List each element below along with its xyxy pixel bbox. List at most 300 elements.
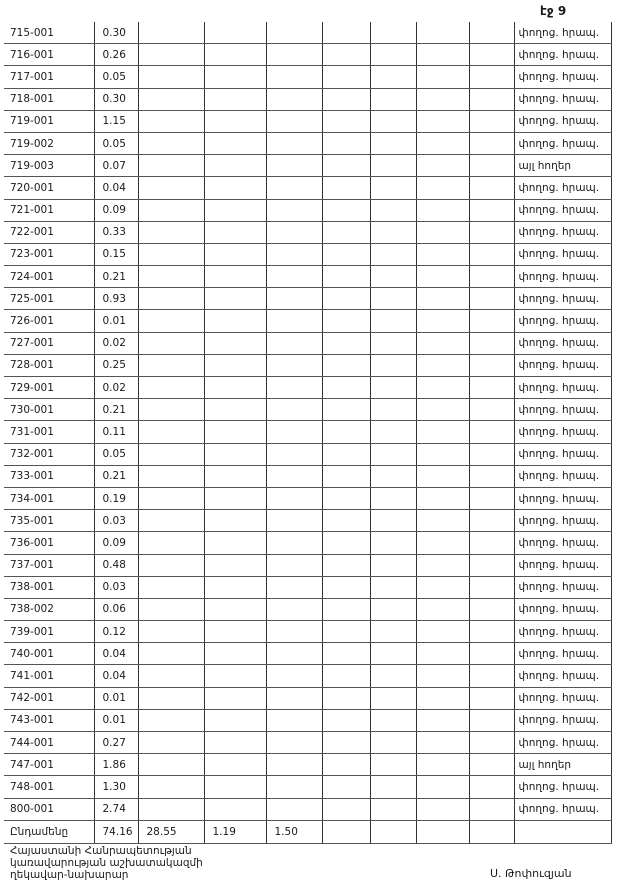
empty-cell bbox=[370, 598, 416, 620]
land-purpose: փողոց. հրապ. bbox=[514, 776, 611, 798]
empty-cell bbox=[204, 465, 266, 487]
table-row bbox=[4, 88, 611, 110]
empty-cell bbox=[322, 199, 370, 221]
empty-cell bbox=[416, 532, 469, 554]
signatory-line-2: կառավարության աշխատակազմի bbox=[10, 857, 203, 869]
empty-cell bbox=[469, 487, 514, 509]
empty-cell bbox=[370, 288, 416, 310]
empty-cell bbox=[266, 155, 322, 177]
empty-cell bbox=[370, 487, 416, 509]
empty-cell bbox=[322, 665, 370, 687]
empty-cell bbox=[469, 621, 514, 643]
land-purpose: փողոց. հրապ. bbox=[514, 199, 611, 221]
empty-cell bbox=[138, 554, 204, 576]
empty-cell bbox=[266, 377, 322, 399]
empty-cell bbox=[416, 576, 469, 598]
table-row bbox=[4, 132, 611, 154]
parcel-code: 738-001 bbox=[4, 576, 94, 598]
empty-cell bbox=[266, 177, 322, 199]
empty-cell bbox=[266, 266, 322, 288]
empty-cell bbox=[416, 554, 469, 576]
empty-cell bbox=[138, 510, 204, 532]
parcel-code: 737-001 bbox=[4, 554, 94, 576]
table-row bbox=[4, 243, 611, 265]
empty-cell bbox=[204, 554, 266, 576]
table-row bbox=[4, 199, 611, 221]
parcel-area: 0.21 bbox=[94, 465, 138, 487]
empty-cell bbox=[469, 465, 514, 487]
land-purpose: փողոց. հրապ. bbox=[514, 576, 611, 598]
empty-cell bbox=[469, 199, 514, 221]
empty-cell bbox=[469, 754, 514, 776]
table-row bbox=[4, 443, 611, 465]
table-row bbox=[4, 643, 611, 665]
table-row bbox=[4, 798, 611, 820]
empty-cell bbox=[322, 110, 370, 132]
empty-cell bbox=[138, 288, 204, 310]
empty-cell bbox=[469, 88, 514, 110]
empty-cell bbox=[370, 532, 416, 554]
parcel-area: 0.30 bbox=[94, 88, 138, 110]
land-purpose: փողոց. հրապ. bbox=[514, 177, 611, 199]
parcel-code: 736-001 bbox=[4, 532, 94, 554]
table-row bbox=[4, 487, 611, 509]
land-parcels-table bbox=[4, 22, 612, 844]
empty-cell bbox=[416, 66, 469, 88]
land-purpose: փողոց. հրապ. bbox=[514, 554, 611, 576]
empty-cell bbox=[469, 288, 514, 310]
empty-cell bbox=[322, 510, 370, 532]
empty-cell bbox=[138, 221, 204, 243]
land-purpose: փողոց. հրապ. bbox=[514, 732, 611, 754]
table-row bbox=[4, 332, 611, 354]
empty-cell bbox=[322, 732, 370, 754]
parcel-area: 0.02 bbox=[94, 377, 138, 399]
parcel-code: 721-001 bbox=[4, 199, 94, 221]
empty-cell bbox=[138, 399, 204, 421]
parcel-area: 0.05 bbox=[94, 132, 138, 154]
empty-cell bbox=[266, 288, 322, 310]
empty-cell bbox=[266, 621, 322, 643]
table-row bbox=[4, 221, 611, 243]
empty-cell bbox=[370, 310, 416, 332]
empty-cell bbox=[370, 399, 416, 421]
parcel-code: 732-001 bbox=[4, 443, 94, 465]
parcel-code: 735-001 bbox=[4, 510, 94, 532]
empty-cell bbox=[370, 132, 416, 154]
empty-cell bbox=[322, 243, 370, 265]
parcel-area: 0.33 bbox=[94, 221, 138, 243]
parcel-area: 0.21 bbox=[94, 266, 138, 288]
empty-cell bbox=[322, 532, 370, 554]
page-number: էջ 9 bbox=[540, 4, 567, 18]
land-purpose: փողոց. հրապ. bbox=[514, 288, 611, 310]
parcel-code: 719-002 bbox=[4, 132, 94, 154]
parcel-code: 722-001 bbox=[4, 221, 94, 243]
empty-cell bbox=[204, 621, 266, 643]
empty-cell bbox=[370, 576, 416, 598]
parcel-code: 748-001 bbox=[4, 776, 94, 798]
empty-cell bbox=[138, 332, 204, 354]
empty-cell bbox=[266, 576, 322, 598]
empty-cell bbox=[322, 576, 370, 598]
parcel-code: 744-001 bbox=[4, 732, 94, 754]
empty-cell bbox=[204, 576, 266, 598]
empty-cell bbox=[416, 443, 469, 465]
parcel-area: 0.27 bbox=[94, 732, 138, 754]
empty-cell bbox=[204, 288, 266, 310]
empty-cell bbox=[322, 22, 370, 44]
land-purpose: փողոց. հրապ. bbox=[514, 443, 611, 465]
table-row bbox=[4, 421, 611, 443]
empty-cell bbox=[370, 754, 416, 776]
empty-cell bbox=[469, 399, 514, 421]
parcel-code: 716-001 bbox=[4, 44, 94, 66]
parcel-area: 0.15 bbox=[94, 243, 138, 265]
empty-cell bbox=[266, 532, 322, 554]
empty-cell bbox=[416, 288, 469, 310]
empty-cell bbox=[266, 465, 322, 487]
empty-cell bbox=[322, 132, 370, 154]
parcel-area: 0.09 bbox=[94, 532, 138, 554]
empty-cell bbox=[204, 22, 266, 44]
land-purpose: փողոց. հրապ. bbox=[514, 643, 611, 665]
empty-cell bbox=[266, 88, 322, 110]
parcel-area: 0.04 bbox=[94, 177, 138, 199]
empty-cell bbox=[138, 44, 204, 66]
empty-cell bbox=[266, 199, 322, 221]
empty-cell bbox=[469, 798, 514, 820]
empty-cell bbox=[469, 266, 514, 288]
empty-cell bbox=[370, 44, 416, 66]
land-purpose: փողոց. հրապ. bbox=[514, 709, 611, 731]
empty-cell bbox=[266, 487, 322, 509]
empty-cell bbox=[266, 421, 322, 443]
parcel-area: 0.07 bbox=[94, 155, 138, 177]
parcel-area: 1.30 bbox=[94, 776, 138, 798]
empty-cell bbox=[416, 487, 469, 509]
empty-cell bbox=[266, 110, 322, 132]
empty-cell bbox=[138, 243, 204, 265]
empty-cell bbox=[138, 132, 204, 154]
land-purpose: փողոց. հրապ. bbox=[514, 687, 611, 709]
empty-cell bbox=[322, 332, 370, 354]
empty-cell bbox=[370, 155, 416, 177]
table-row bbox=[4, 465, 611, 487]
land-purpose: փողոց. հրապ. bbox=[514, 354, 611, 376]
empty-cell bbox=[416, 88, 469, 110]
empty-cell bbox=[370, 665, 416, 687]
empty-cell bbox=[469, 177, 514, 199]
empty-cell bbox=[138, 487, 204, 509]
empty-cell bbox=[204, 665, 266, 687]
empty-cell bbox=[416, 221, 469, 243]
parcel-area: 0.48 bbox=[94, 554, 138, 576]
land-purpose: փողոց. հրապ. bbox=[514, 487, 611, 509]
empty-cell bbox=[204, 243, 266, 265]
parcel-area: 0.93 bbox=[94, 288, 138, 310]
empty-cell bbox=[469, 44, 514, 66]
table-row bbox=[4, 155, 611, 177]
empty-cell bbox=[370, 643, 416, 665]
empty-cell bbox=[266, 132, 322, 154]
empty-cell bbox=[204, 266, 266, 288]
empty-cell bbox=[416, 377, 469, 399]
empty-cell bbox=[416, 22, 469, 44]
empty-cell bbox=[138, 465, 204, 487]
parcel-code: 743-001 bbox=[4, 709, 94, 731]
land-purpose: փողոց. հրապ. bbox=[514, 110, 611, 132]
empty-cell bbox=[370, 443, 416, 465]
empty-cell bbox=[370, 465, 416, 487]
parcel-area: 0.03 bbox=[94, 510, 138, 532]
empty-cell bbox=[469, 310, 514, 332]
empty-cell bbox=[416, 243, 469, 265]
total-col4: 1.19 bbox=[204, 820, 266, 843]
empty-cell bbox=[138, 310, 204, 332]
empty-cell bbox=[322, 598, 370, 620]
table-row bbox=[4, 709, 611, 731]
empty-cell bbox=[416, 709, 469, 731]
table-row bbox=[4, 310, 611, 332]
empty-cell bbox=[266, 554, 322, 576]
parcel-code: 733-001 bbox=[4, 465, 94, 487]
table-row bbox=[4, 110, 611, 132]
empty-cell bbox=[469, 687, 514, 709]
total-area: 74.16 bbox=[94, 820, 138, 843]
empty-cell bbox=[370, 377, 416, 399]
empty-cell bbox=[469, 421, 514, 443]
signatory-line-1: Հայաստանի Հանրապետության bbox=[10, 845, 192, 857]
land-purpose: փողոց. հրապ. bbox=[514, 66, 611, 88]
empty-cell bbox=[416, 155, 469, 177]
empty-cell bbox=[322, 554, 370, 576]
parcel-area: 0.30 bbox=[94, 22, 138, 44]
empty-cell bbox=[322, 266, 370, 288]
empty-cell bbox=[138, 687, 204, 709]
empty-cell bbox=[266, 732, 322, 754]
empty-cell bbox=[322, 754, 370, 776]
parcel-code: 718-001 bbox=[4, 88, 94, 110]
land-purpose: փողոց. հրապ. bbox=[514, 132, 611, 154]
empty-cell bbox=[322, 487, 370, 509]
empty-cell bbox=[322, 798, 370, 820]
empty-cell bbox=[469, 22, 514, 44]
empty-cell bbox=[322, 465, 370, 487]
land-purpose: փողոց. հրապ. bbox=[514, 665, 611, 687]
empty-cell bbox=[322, 776, 370, 798]
empty-cell bbox=[266, 243, 322, 265]
empty-cell bbox=[204, 66, 266, 88]
parcel-code: 730-001 bbox=[4, 399, 94, 421]
empty-cell bbox=[138, 199, 204, 221]
land-purpose: փողոց. հրապ. bbox=[514, 621, 611, 643]
empty-cell bbox=[138, 776, 204, 798]
empty-cell bbox=[266, 399, 322, 421]
empty-cell bbox=[469, 732, 514, 754]
empty-cell bbox=[370, 199, 416, 221]
table-row bbox=[4, 554, 611, 576]
parcel-code: 719-001 bbox=[4, 110, 94, 132]
empty-cell bbox=[416, 776, 469, 798]
empty-cell bbox=[266, 598, 322, 620]
empty-cell bbox=[370, 621, 416, 643]
land-purpose: փողոց. հրապ. bbox=[514, 465, 611, 487]
parcel-area: 0.05 bbox=[94, 443, 138, 465]
land-purpose: փողոց. հրապ. bbox=[514, 332, 611, 354]
empty-cell bbox=[138, 665, 204, 687]
parcel-code: 715-001 bbox=[4, 22, 94, 44]
table-row bbox=[4, 776, 611, 798]
empty-cell bbox=[416, 310, 469, 332]
land-purpose: փողոց. հրապ. bbox=[514, 243, 611, 265]
empty-cell bbox=[322, 221, 370, 243]
empty-cell bbox=[416, 510, 469, 532]
empty-cell bbox=[469, 709, 514, 731]
parcel-area: 0.21 bbox=[94, 399, 138, 421]
empty-cell bbox=[370, 22, 416, 44]
empty-cell bbox=[266, 643, 322, 665]
land-purpose: փողոց. հրապ. bbox=[514, 266, 611, 288]
table-row bbox=[4, 44, 611, 66]
empty-cell bbox=[370, 421, 416, 443]
table-row bbox=[4, 598, 611, 620]
table-row bbox=[4, 22, 611, 44]
empty-cell bbox=[138, 22, 204, 44]
empty-cell bbox=[266, 510, 322, 532]
land-purpose: փողոց. հրապ. bbox=[514, 44, 611, 66]
empty-cell bbox=[370, 687, 416, 709]
empty-cell bbox=[138, 621, 204, 643]
empty-cell bbox=[469, 598, 514, 620]
empty-cell bbox=[416, 177, 469, 199]
empty-cell bbox=[322, 66, 370, 88]
land-purpose: փողոց. հրապ. bbox=[514, 532, 611, 554]
parcel-area: 0.01 bbox=[94, 687, 138, 709]
empty-cell bbox=[138, 754, 204, 776]
empty-cell bbox=[204, 643, 266, 665]
empty-cell bbox=[266, 665, 322, 687]
parcel-code: 717-001 bbox=[4, 66, 94, 88]
parcel-area: 0.09 bbox=[94, 199, 138, 221]
empty-cell bbox=[370, 177, 416, 199]
parcel-area: 0.03 bbox=[94, 576, 138, 598]
empty-cell bbox=[204, 88, 266, 110]
land-purpose: փողոց. հրապ. bbox=[514, 22, 611, 44]
empty-cell bbox=[266, 66, 322, 88]
empty-cell bbox=[416, 421, 469, 443]
table-row bbox=[4, 377, 611, 399]
empty-cell bbox=[266, 310, 322, 332]
empty-cell bbox=[370, 110, 416, 132]
empty-cell bbox=[416, 110, 469, 132]
signatory-title bbox=[10, 845, 203, 881]
empty-cell bbox=[370, 243, 416, 265]
empty-cell bbox=[469, 155, 514, 177]
empty-cell bbox=[204, 199, 266, 221]
empty-cell bbox=[416, 754, 469, 776]
parcel-area: 1.86 bbox=[94, 754, 138, 776]
empty-cell bbox=[138, 443, 204, 465]
empty-cell bbox=[204, 310, 266, 332]
parcel-code: 719-003 bbox=[4, 155, 94, 177]
empty-cell bbox=[370, 332, 416, 354]
empty-cell bbox=[266, 354, 322, 376]
parcel-code: 740-001 bbox=[4, 643, 94, 665]
parcel-area: 1.15 bbox=[94, 110, 138, 132]
parcel-area: 0.02 bbox=[94, 332, 138, 354]
empty-cell bbox=[416, 332, 469, 354]
empty-cell bbox=[266, 443, 322, 465]
empty-cell bbox=[204, 732, 266, 754]
parcel-code: 725-001 bbox=[4, 288, 94, 310]
empty-cell bbox=[204, 177, 266, 199]
land-purpose: փողոց. հրապ. bbox=[514, 421, 611, 443]
parcel-code: 726-001 bbox=[4, 310, 94, 332]
parcel-code: 734-001 bbox=[4, 487, 94, 509]
parcel-area: 0.04 bbox=[94, 643, 138, 665]
empty-cell bbox=[204, 221, 266, 243]
empty-cell bbox=[266, 709, 322, 731]
empty-cell bbox=[138, 266, 204, 288]
table-row bbox=[4, 754, 611, 776]
empty-cell bbox=[138, 110, 204, 132]
empty-cell bbox=[204, 487, 266, 509]
table-row bbox=[4, 732, 611, 754]
empty-cell bbox=[138, 88, 204, 110]
parcel-code: 731-001 bbox=[4, 421, 94, 443]
empty-cell bbox=[469, 377, 514, 399]
parcel-code: 727-001 bbox=[4, 332, 94, 354]
empty-cell bbox=[370, 732, 416, 754]
empty-cell bbox=[322, 709, 370, 731]
empty-cell bbox=[322, 421, 370, 443]
table-row bbox=[4, 288, 611, 310]
empty-cell bbox=[138, 177, 204, 199]
empty-cell bbox=[416, 199, 469, 221]
table-row bbox=[4, 177, 611, 199]
empty-cell bbox=[469, 510, 514, 532]
parcel-code: 728-001 bbox=[4, 354, 94, 376]
parcel-code: 723-001 bbox=[4, 243, 94, 265]
table-row bbox=[4, 576, 611, 598]
empty-cell bbox=[370, 798, 416, 820]
empty-cell bbox=[416, 598, 469, 620]
empty-cell bbox=[370, 88, 416, 110]
empty-cell bbox=[266, 754, 322, 776]
table-row bbox=[4, 687, 611, 709]
empty-cell bbox=[266, 798, 322, 820]
parcel-area: 0.26 bbox=[94, 44, 138, 66]
empty-cell bbox=[266, 776, 322, 798]
table-row bbox=[4, 665, 611, 687]
empty-cell bbox=[469, 554, 514, 576]
empty-cell bbox=[370, 510, 416, 532]
table-row bbox=[4, 354, 611, 376]
empty-cell bbox=[322, 377, 370, 399]
empty-cell bbox=[138, 576, 204, 598]
empty-cell bbox=[138, 798, 204, 820]
table-row bbox=[4, 66, 611, 88]
parcel-code: 724-001 bbox=[4, 266, 94, 288]
empty-cell bbox=[204, 44, 266, 66]
table-row bbox=[4, 532, 611, 554]
empty-cell bbox=[138, 532, 204, 554]
empty-cell bbox=[204, 132, 266, 154]
signatory-line-3: ղեկավար-նախարար bbox=[10, 869, 129, 881]
empty-cell bbox=[322, 443, 370, 465]
total-col5: 1.50 bbox=[266, 820, 322, 843]
